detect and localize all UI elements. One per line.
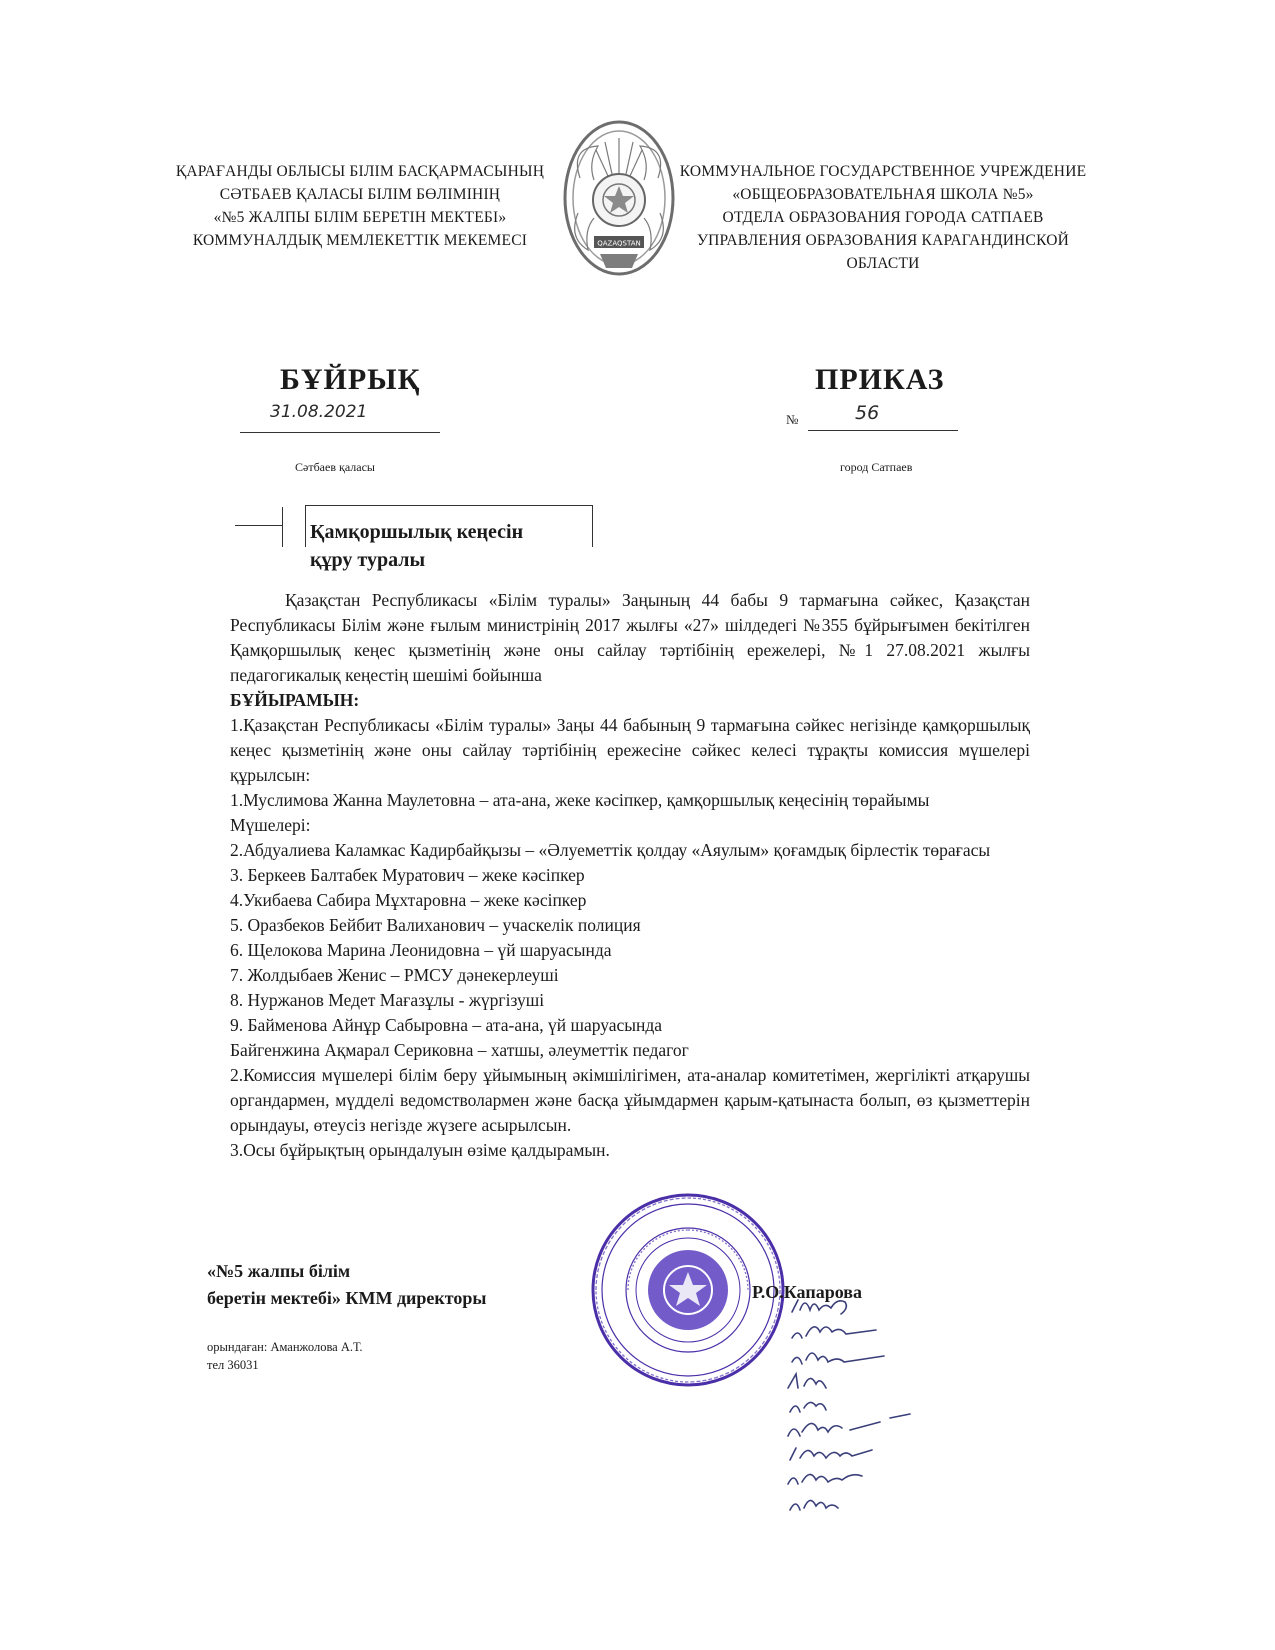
item-3: 3.Осы бұйрықтың орындалуын өзіме қалдырамын. (230, 1140, 610, 1160)
subject-line: Қамқоршылық кеңесін (310, 521, 524, 543)
order-body (230, 588, 1030, 1163)
header-ru-line: «ОБЩЕОБРАЗОВАТЕЛЬНАЯ ШКОЛА №5» (732, 186, 1034, 203)
header-org-ru (678, 160, 1088, 275)
subject-bracket (305, 505, 593, 506)
header-ru-line: ОБЛАСТИ (846, 255, 920, 272)
member-item: 4.Укибаева Сабира Мұхтаровна – жеке кәсіпкер (230, 890, 587, 910)
emblem-caption: QAZAQSTAN (597, 239, 641, 248)
member-item: Байгенжина Ақмарал Сериковна – хатшы, әлеуметтік педагог (230, 1040, 689, 1060)
state-emblem-icon (560, 118, 678, 284)
header-ru-line: КОММУНАЛЬНОЕ ГОСУДАРСТВЕННОЕ УЧРЕЖДЕНИЕ (679, 163, 1087, 180)
item-2: 2.Комиссия мүшелері білім беру ұйымының әкімшілігімен, ата-аналар комитетімен, жергілікті атқарушы органдармен, мүдделі ведомстволармен және басқа ұйымдармен қарым-қатынаста болып, өз қызметтерін орындауы, өтеусіз негізде жүзеге асырылсын. (230, 1065, 1030, 1135)
order-word: БҰЙЫРАМЫН: (230, 690, 360, 710)
subject-line: құру туралы (310, 549, 426, 571)
city-kz: Сәтбаев қаласы (295, 460, 375, 474)
signer-line: «№5 жалпы білім (207, 1261, 351, 1281)
signer-position (207, 1258, 486, 1312)
chair-member: 1.Муслимова Жанна Маулетовна – ата-ана, жеке кәсіпкер, қамқоршылық кеңесінің төрайымы (230, 790, 930, 810)
header-ru-line: УПРАВЛЕНИЯ ОБРАЗОВАНИЯ КАРАГАНДИНСКОЙ (696, 232, 1070, 249)
member-item: 3. Беркеев Балтабек Муратович – жеке кәсіпкер (230, 865, 585, 885)
doc-title-ru: ПРИКАЗ (815, 363, 945, 396)
member-item: 7. Жолдыбаев Женис – РМСУ дәнекерлеуші (230, 965, 559, 985)
number-underline (808, 405, 958, 431)
member-item: 8. Нуржанов Медет Мағазұлы - жүргізуші (230, 990, 545, 1010)
member-signatures (770, 1290, 920, 1530)
item-1: 1.Қазақстан Республикасы «Білім туралы» Заңы 44 бабының 9 тармағына сәйкес негізінде қамқоршылық кеңес қызметінің және оны сайлау тәртібінің ережесіне сәйкес келесі тұрақты комиссия мүшелері құрылсын: (230, 715, 1030, 785)
order-date: 31.08.2021 (270, 402, 368, 422)
member-item: 9. Байменова Айнұр Сабыровна – ата-ана, үй шаруасында (230, 1015, 663, 1035)
executor-name: орындаған: Аманжолова А.Т. (207, 1340, 363, 1354)
order-subject (310, 518, 523, 574)
executor-phone: тел 36031 (207, 1358, 259, 1372)
subject-bracket (235, 525, 283, 526)
subject-bracket (282, 507, 283, 547)
signer-line: беретін мектебі» КММ директоры (207, 1288, 487, 1308)
header-kz-line: СӘТБАЕВ ҚАЛАСЫ БІЛІМ БӨЛІМІНІҢ (219, 186, 501, 203)
order-number: 56 (855, 402, 880, 424)
city-ru: город Сатпаев (840, 460, 913, 474)
header-org-kz (160, 160, 560, 252)
subject-bracket (305, 505, 306, 547)
header-kz-line: КОММУНАЛДЫҚ МЕМЛЕКЕТТІК МЕКЕМЕСІ (192, 232, 528, 249)
member-item: 6. Щелокова Марина Леонидовна – үй шаруасында (230, 940, 612, 960)
executor-info (207, 1338, 363, 1374)
order-number-label: № (786, 412, 799, 427)
header-kz-line: «№5 ЖАЛПЫ БІЛІМ БЕРЕТІН МЕКТЕБІ» (213, 209, 507, 226)
header-ru-line: ОТДЕЛА ОБРАЗОВАНИЯ ГОРОДА САТПАЕВ (722, 209, 1044, 226)
member-item: 5. Оразбеков Бейбит Валиханович – учаскелік полиция (230, 915, 641, 935)
intro-paragraph: Қазақстан Республикасы «Білім туралы» Заңының 44 бабы 9 тармағына сәйкес, Қазақстан Республикасы Білім және ғылым министрінің 2017 жылғы «27» шілдедегі №355 бұйрығымен бекітілген Қамқоршылық кеңес қызметінің және оны сайлау тәртібінің ережелері, №1 27.08.2021 жылғы педагогикалық кеңестің шешімі бойынша (230, 590, 1030, 685)
subject-bracket (592, 505, 593, 547)
header-kz-line: ҚАРАҒАНДЫ ОБЛЫСЫ БІЛІМ БАСҚАРМАСЫНЫҢ (175, 163, 545, 180)
members-label: Мүшелері: (230, 815, 311, 835)
signer-name: Р.О.Капарова (752, 1282, 862, 1302)
member-item: 2.Абдуалиева Каламкас Кадирбайқызы – «Әлуеметтік қолдау «Аяулым» қоғамдық бірлестік төрағасы (230, 840, 991, 860)
doc-title-kz: БҰЙРЫҚ (280, 363, 421, 396)
